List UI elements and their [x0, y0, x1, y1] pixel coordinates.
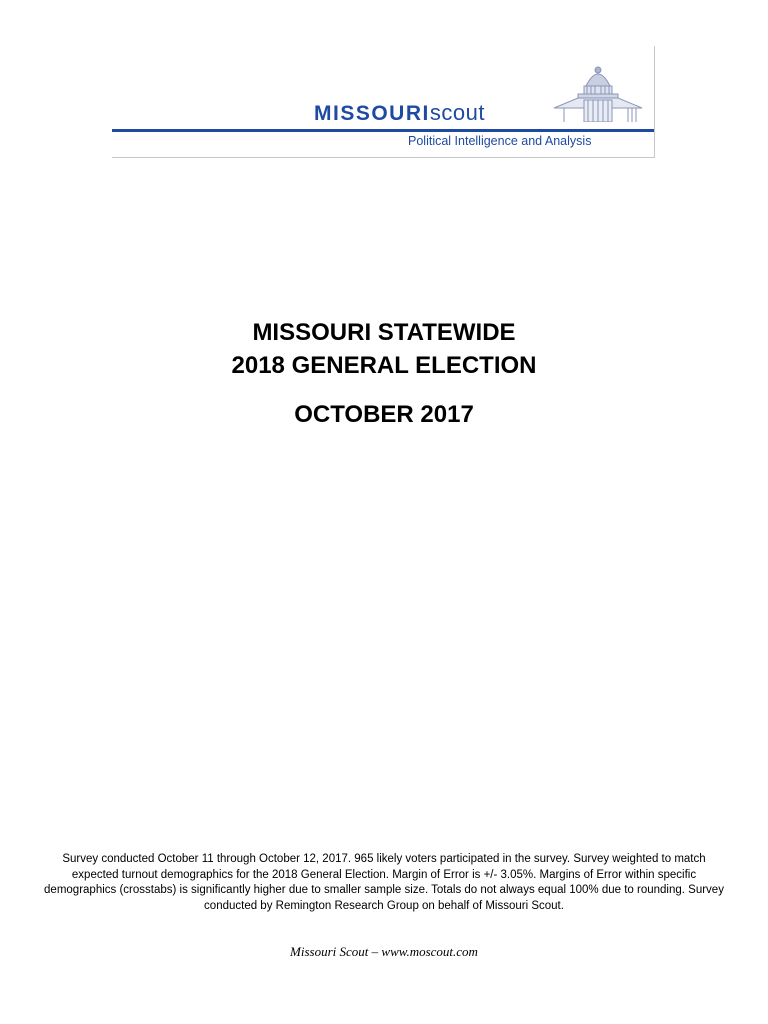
logo-tagline: Political Intelligence and Analysis	[408, 134, 592, 148]
survey-methodology-note: Survey conducted October 11 through October 12, 2017. 965 likely voters participated in the survey. Survey weighted to match expected turnout demographics for the 2018 General Election. Margin of Error is +/- 3.05%. Margins of Error within specific demographics (crosstabs) is significantly higher due to smaller sample size. Totals do not always equal 100% due to rounding. Survey conducted by Remington Research Group on behalf of Missouri Scout.	[44, 853, 724, 912]
logo-frame-bottom	[112, 157, 655, 158]
logo-wordmark	[314, 100, 485, 130]
capitol-dome-icon	[548, 56, 648, 122]
logo-frame-right	[654, 46, 655, 158]
logo-word-scout: scout	[429, 100, 485, 125]
page-footer: Missouri Scout – www.moscout.com	[290, 944, 478, 959]
missouri-scout-logo	[112, 46, 656, 158]
title-line-2: 2018 GENERAL ELECTION	[231, 352, 537, 379]
logo-word-missouri: MISSOURI	[314, 102, 430, 125]
title-line-1: MISSOURI STATEWIDE	[252, 319, 516, 346]
title-date: OCTOBER 2017	[294, 401, 474, 428]
logo-rule	[112, 129, 654, 132]
document-title	[0, 316, 768, 431]
